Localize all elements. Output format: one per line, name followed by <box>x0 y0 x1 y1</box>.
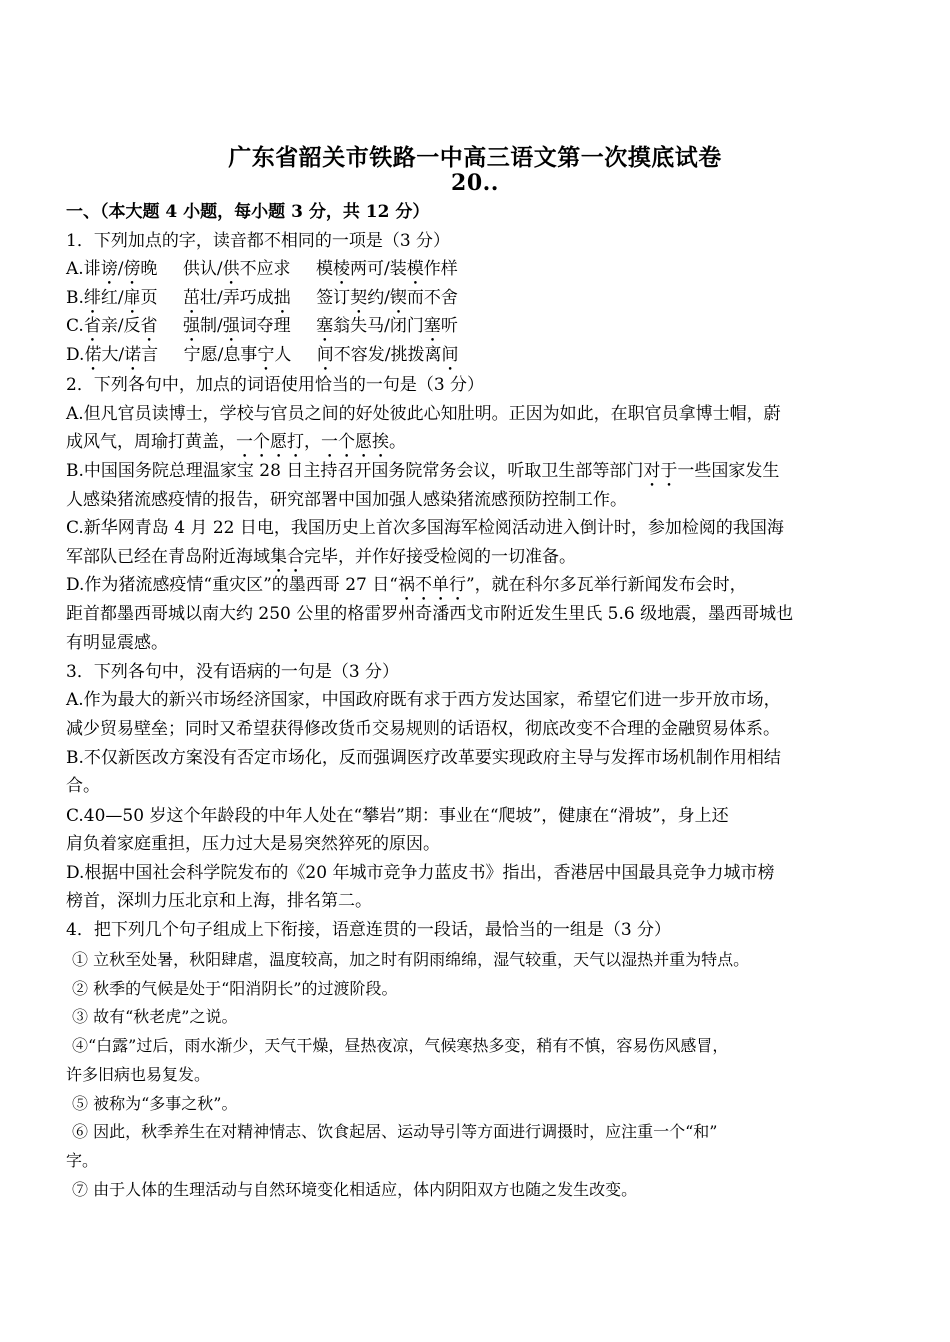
question-2-option-d-line-3: 有明显震感。 <box>66 633 168 653</box>
text: 宁愿/息事 <box>183 345 258 365</box>
question-4-stem: 4．把下列几个句子组成上下衔接，语意连贯的一段话，最恰当的一组是（3 分） <box>66 920 672 940</box>
dotted-char: 强 <box>222 316 240 336</box>
text: 签订 <box>316 288 351 308</box>
question-1-option-c <box>66 315 896 346</box>
sentence-4-line-2: 许多旧病也易复发。 <box>66 1065 211 1084</box>
text: 大/ <box>101 345 125 365</box>
dotted-char: 省 <box>83 316 101 336</box>
option-group <box>316 258 458 289</box>
text: 不应求 <box>239 259 291 279</box>
text: 诽 <box>83 259 101 279</box>
text: 页 <box>140 288 158 308</box>
dotted-char: 傍 <box>123 259 141 279</box>
option-group <box>66 287 158 318</box>
question-2-stem: 2．下列各句中，加点的词语使用恰当的一句是（3 分） <box>66 375 485 395</box>
text: 而不舍 <box>406 288 458 308</box>
option-group <box>316 315 458 346</box>
question-2-option-c-line-1: C.新华网青岛 4 月 22 日电，我国历史上首次多国海军检阅活动进入倒计时，参加检阅的我国海 <box>66 518 784 538</box>
dotted-char: 省 <box>140 316 158 336</box>
text: 作样 <box>423 259 458 279</box>
text: 完毕，并作好接受检阅的一切准备。 <box>304 547 576 567</box>
option-label: B. <box>66 288 84 308</box>
sentence-6-line-2: 字。 <box>66 1151 99 1170</box>
text: 亲/反 <box>100 316 141 336</box>
question-2-option-c-line-2 <box>66 546 896 577</box>
dotted-char: 拙 <box>273 288 291 308</box>
text: 军部队已经在青岛附近海域 <box>66 547 270 567</box>
text: 一些国家发生 <box>677 461 780 481</box>
dotted-char: 模 <box>406 259 424 279</box>
question-2-option-b-line-1 <box>66 460 896 491</box>
question-1-option-d <box>66 344 896 375</box>
dotted-phrase: 祸不单行 <box>397 575 466 595</box>
question-2-option-d-line-2: 距首都墨西哥城以南大约 250 公里的格雷罗州奇潘西戈市附近发生里氏 5.6 级地震，墨西哥城也 <box>66 604 794 624</box>
option-group <box>66 258 157 289</box>
dotted-char: 茁 <box>183 288 201 308</box>
option-group <box>317 344 459 375</box>
text: 词夺理 <box>239 316 291 336</box>
dotted-char: 间 <box>316 345 334 365</box>
question-3-option-a-line-1: A.作为最大的新兴市场经济国家，中国政府既有求于西方发达国家，希望它们进一步开放市场， <box>66 690 781 710</box>
option-group <box>183 287 291 318</box>
dotted-char: 棱 <box>332 259 350 279</box>
text: 听 <box>440 316 458 336</box>
text: 两可/装 <box>349 259 407 279</box>
sentence-6-line-1: ⑥ 因此，秋季养生在对精神情志、饮食起居、运动导引等方面进行调摄时，应注重一个“和” <box>72 1122 718 1141</box>
section-header: 一、（本大题 4 小题，每小题 3 分，共 12 分） <box>66 202 430 222</box>
question-3-option-d-line-2: 榜首，深圳力压北京和上海，排名第二。 <box>66 891 372 911</box>
dotted-char: 偌 <box>84 345 102 365</box>
text: 供认/ <box>182 259 223 279</box>
option-group <box>183 315 291 346</box>
sentence-2: ② 秋季的气候是处于“阳消阴长”的过渡阶段。 <box>72 979 398 998</box>
dotted-char: 谤 <box>100 259 118 279</box>
sentence-7: ⑦ 由于人体的生理活动与自然环境变化相适应，体内阴阳双方也随之发生改变。 <box>72 1180 638 1199</box>
question-1-option-a <box>66 258 896 289</box>
question-3-option-b-line-1: B.不仅新医改方案没有否定市场化，反而强调医疗改革要实现政府主导与发挥市场机制作用相结 <box>66 748 781 768</box>
question-3-stem: 3．下列各句中，没有语病的一句是（3 分） <box>66 662 400 682</box>
dotted-char: 强 <box>182 316 200 336</box>
option-group <box>66 315 158 346</box>
question-1-option-b <box>66 287 896 318</box>
text: 不容发/挑拨离 <box>333 345 442 365</box>
question-2-option-d-line-1 <box>66 574 896 605</box>
option-group <box>183 258 291 289</box>
question-3-option-d-line-1: D.根据中国社会科学院发布的《20 年城市竞争力蓝皮书》指出，香港居中国最具竞争力城市榜 <box>66 863 775 883</box>
sentence-5: ⑤ 被称为“多事之秋”。 <box>72 1094 238 1113</box>
dotted-phrase: 对于 <box>643 461 678 481</box>
question-2-option-a-line-2 <box>66 431 896 462</box>
option-label: C. <box>66 316 84 336</box>
question-3-option-c-line-1: C.40—50 岁这个年龄段的中年人处在“攀岩”期：事业在“爬坡”，健康在“滑坡”，身上还 <box>66 806 729 826</box>
option-group <box>316 287 458 318</box>
dotted-phrase: 集合 <box>270 547 304 567</box>
text: ”，就在科尔多瓦举行新闻发布会时， <box>465 575 747 595</box>
sentence-3: ③ 故有“秋老虎”之说。 <box>72 1007 238 1026</box>
option-group <box>66 344 158 375</box>
question-2-option-a-line-1: A.但凡官员读博士，学校与官员之间的好处彼此心知肚明。正因为如此，在职官员拿博士帽，蔚 <box>66 404 781 424</box>
dotted-char: 供 <box>222 259 240 279</box>
dotted-char: 扉 <box>123 288 141 308</box>
text: 壮/弄巧成 <box>200 288 274 308</box>
question-3-option-c-line-2: 肩负着家庭重担，压力过大是易突然猝死的原因。 <box>66 834 440 854</box>
dotted-char: 塞 <box>423 316 441 336</box>
text: 晚 <box>140 259 158 279</box>
dotted-phrase: 一个愿打，一个愿挨 <box>236 432 389 452</box>
dotted-char: 宁 <box>257 345 275 365</box>
question-1-stem: 1．下列加点的字，读音都不相同的一项是（3 分） <box>66 231 451 251</box>
dotted-char: 诺 <box>124 345 142 365</box>
dotted-char: 间 <box>441 345 459 365</box>
page-subtitle: 20.. <box>451 170 499 196</box>
page-title: 广东省韶关市铁路一中高三语文第一次摸底试卷 <box>228 144 722 171</box>
dotted-char: 塞 <box>316 316 334 336</box>
question-3-option-a-line-2: 减少贸易壁垒；同时又希望获得修改货币交易规则的话语权，彻底改变不合理的金融贸易体系。 <box>66 719 780 739</box>
dotted-char: 绯 <box>83 288 101 308</box>
text: 翁失马/闭门 <box>333 316 424 336</box>
text: D.作为猪流感疫情“重灾区”的墨西哥 27 日“ <box>66 575 398 595</box>
option-group <box>184 344 292 375</box>
text: / <box>117 259 124 279</box>
sentence-1: ① 立秋至处暑，秋阳肆虐，温度较高，加之时有阴雨绵绵，湿气较重，天气以湿热并重为特点。 <box>72 950 750 969</box>
text: 制/ <box>199 316 223 336</box>
sentence-4-line-1: ④“白露”过后，雨水渐少，天气干燥，昼热夜凉，气候寒热多变，稍有不慎，容易伤风感冒， <box>72 1036 729 1055</box>
question-2-option-b-line-2: 人感染猪流感疫情的报告，研究部署中国加强人感染猪流感预防控制工作。 <box>66 490 627 510</box>
text: 红/ <box>100 288 124 308</box>
text: 言 <box>141 345 159 365</box>
dotted-char: 锲 <box>389 288 407 308</box>
text: 人 <box>274 345 292 365</box>
question-3-option-b-line-2: 合。 <box>66 776 100 796</box>
dotted-char: 契 <box>350 288 368 308</box>
text: 模 <box>315 259 333 279</box>
option-label: A. <box>66 259 84 279</box>
text: B.中国国务院总理温家宝 28 日主持召开国务院常务会议，听取卫生部等部门 <box>66 461 644 481</box>
text: 约/ <box>367 288 390 308</box>
text: 成风气，周瑜打黄盖， <box>66 432 236 452</box>
text: 。 <box>389 432 406 452</box>
option-label: D. <box>66 345 85 365</box>
